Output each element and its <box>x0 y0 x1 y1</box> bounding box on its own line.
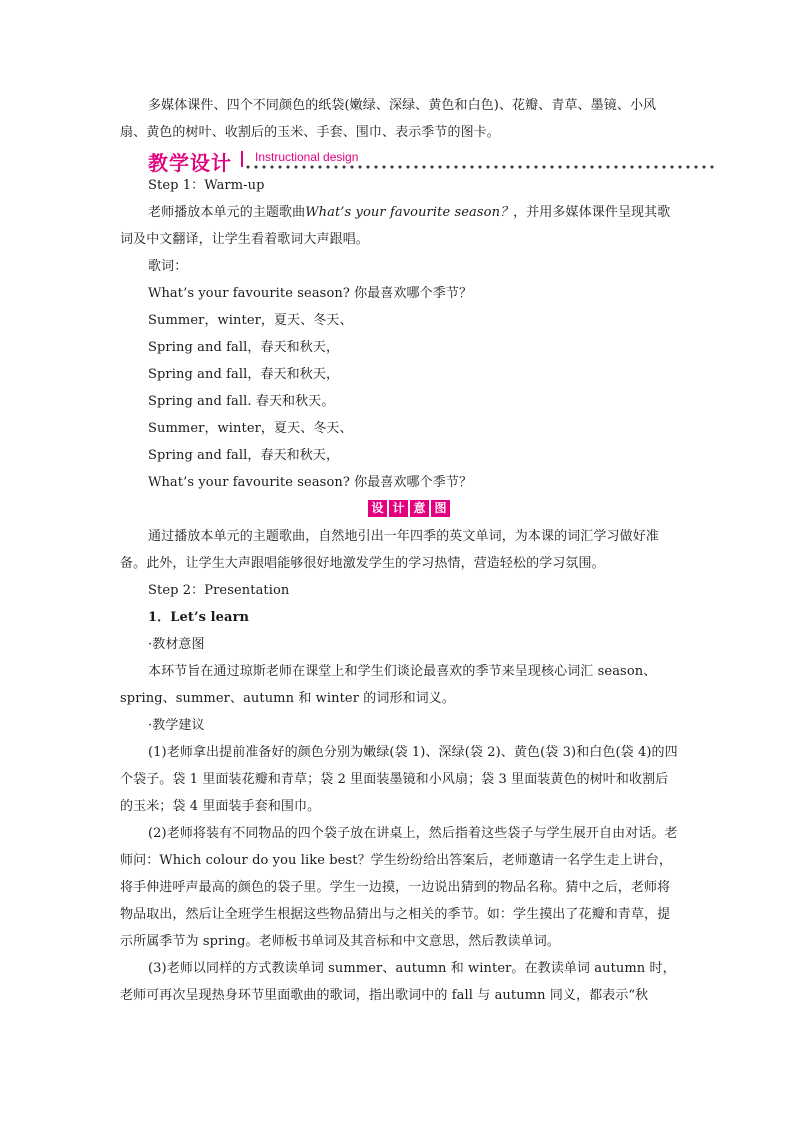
lyrics-label: 歌词： <box>148 259 188 274</box>
song-title: What’s your favourite season？ <box>305 205 514 220</box>
lyric-line: Spring and fall. 春天和秋天。 <box>148 394 335 409</box>
dotted-rule <box>244 164 714 170</box>
suggestion-paragraph: (3)老师以同样的方式教读单词 summer、autumn 和 winter。在教读单词 autumn 时，老师可再次呈现热身环节里面歌曲的歌词，指出歌词中的 fall 与 autumn 同义，都表示“秋 <box>120 961 676 1003</box>
tag-char: 意 <box>410 500 429 517</box>
section-heading-cn: 教学设计 <box>148 151 232 175</box>
step1-para-pre: 老师播放本单元的主题歌曲 <box>148 205 306 220</box>
tag-char: 设 <box>368 500 387 517</box>
lyric-line: Spring and fall，春天和秋天， <box>148 367 340 382</box>
suggestion-paragraph: (2)老师将装有不同物品的四个袋子放在讲桌上，然后指着这些袋子与学生展开自由对话。老师问：Which colour do you like best？学生纷纷给出答案后，老师邀请一名学生走上讲台，将手伸进呼声最高的颜色的袋子里。学生一边摸，一边说出猜到的物品名称。猜中之后，老师将物品取出，然后让全班学生根据这些物品猜出与之相关的季节。如：学生摸出了花瓣和青草，提示所属季节为 spring。老师板书单词及其音标和中文意思，然后教读单词。 <box>120 826 678 949</box>
section-heading-en: Instructional design <box>255 150 359 164</box>
material-intent-label: ·教材意图 <box>148 637 205 652</box>
teaching-suggestion-label: ·教学建议 <box>148 718 205 733</box>
heading-divider <box>241 151 243 167</box>
step2-title: Step 2：Presentation <box>148 583 290 598</box>
materials-section <box>120 92 680 146</box>
design-intent-paragraph: 通过播放本单元的主题歌曲，自然地引出一年四季的英文单词，为本课的词汇学习做好准备。此外，让学生大声跟唱能够很好地激发学生的学习热情，营造轻松的学习氛围。 <box>120 529 659 571</box>
step1-title: Step 1：Warm-up <box>148 178 265 193</box>
lesson-body <box>120 172 680 1009</box>
design-intent-tag <box>120 496 680 523</box>
tag-char: 计 <box>389 500 408 517</box>
suggestion-paragraph: (1)老师拿出提前准备好的颜色分别为嫩绿(袋 1)、深绿(袋 2)、黄色(袋 3)和白色(袋 4)的四个袋子。袋 1 里面装花瓣和青草；袋 2 里面装墨镜和小风扇；袋 3 里面装黄色的树叶和收割后的玉米；袋 4 里面装手套和围巾。 <box>120 745 678 814</box>
materials-paragraph: 多媒体课件、四个不同颜色的纸袋(嫩绿、深绿、黄色和白色)、花瓣、青草、墨镜、小风扇、黄色的树叶、收割后的玉米、手套、围巾、表示季节的图卡。 <box>120 98 657 140</box>
lyric-line: Spring and fall，春天和秋天， <box>148 340 340 355</box>
lyric-line: What’s your favourite season? 你最喜欢哪个季节？ <box>148 286 473 301</box>
step1-para-post: ，并用多媒体课件呈现其歌词及中文翻译，让学生看着歌词大声跟唱。 <box>120 205 671 247</box>
lyric-line: Summer，winter，夏天、冬天、 <box>148 313 353 328</box>
lyric-line: What’s your favourite season? 你最喜欢哪个季节？ <box>148 475 473 490</box>
step1-paragraph <box>120 199 680 253</box>
section-heading <box>148 145 714 175</box>
material-intent-paragraph: 本环节旨在通过琼斯老师在课堂上和学生们谈论最喜欢的季节来呈现核心词汇 season、spring、summer、autumn 和 winter 的词形和词义。 <box>120 664 657 706</box>
lets-learn-heading: 1．Let’s learn <box>148 610 250 625</box>
tag-char: 图 <box>431 500 450 517</box>
lyric-line: Spring and fall，春天和秋天， <box>148 448 340 463</box>
lyric-line: Summer，winter，夏天、冬天、 <box>148 421 353 436</box>
